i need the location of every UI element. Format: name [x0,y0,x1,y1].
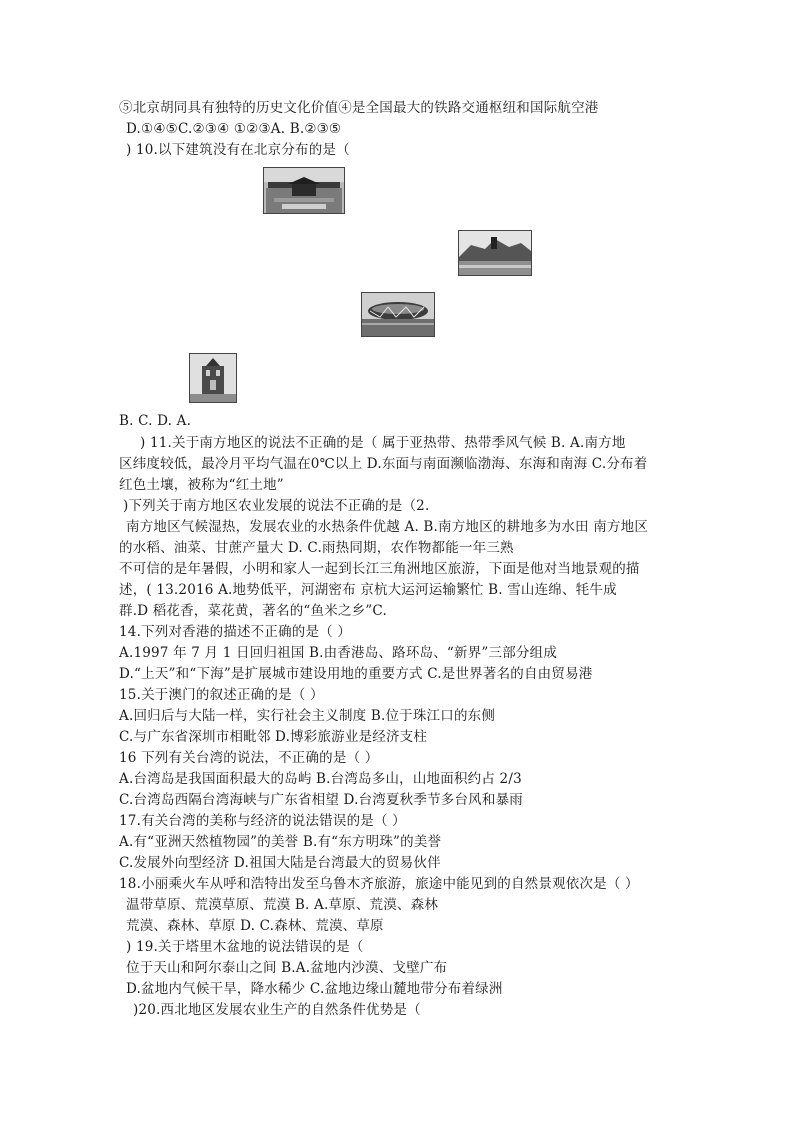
text-line-23: 17.有关台湾的美称与经济的说法错误的是（ ） [119,813,406,829]
text-line-29: ) 19.关于塔里木盆地的说法错误的是（ [126,939,364,955]
text-line-26: 18.小丽乘火车从呼和浩特出发至乌鲁木齐旅游，旅途中能见到的自然景观依次是（ ） [119,876,639,892]
forbidden-city-photo [263,167,345,214]
text-line-21: A.台湾岛是我国面积最大的岛屿 B.台湾岛多山，山地面积约占 2/3 [119,771,522,787]
text-line-31: D.盆地内气候干旱，降水稀少 C.盆地边缘山麓地带分布着绿洲 [126,981,503,997]
text-line-4: B. C. D. A. [119,413,192,429]
text-line-6: 区纬度较低，最冷月平均气温在0℃以上 D.东面与南面濒临渤海、东海和南海 C.分布着 [119,456,648,472]
text-line-7: 红色土壤，被称为“红土地” [119,477,284,493]
text-line-5: ) 11.关于南方地区的说法不正确的是（ 属于亚热带、热带季风气候 B. A.南方地 [140,435,626,451]
text-line-32: )20.西北地区发展农业生产的自然条件优势是（ [133,1002,421,1018]
text-line-12: 述，( 13.2016 A.地势低平，河湖密布 京杭大运河运输繁忙 B. 雪山连绵、牦牛成 [119,582,617,598]
text-line-28: 荒漠、森林、草原 D. C.森林、荒漠、草原 [126,918,384,934]
text-line-11: 不可信的是年暑假，小明和家人一起到长江三角洲地区旅游，下面是他对当地景观的描 [119,561,640,577]
text-line-8: )下列关于南方地区农业发展的说法不正确的是（2. [123,498,430,514]
text-line-16: D.“上天”和“下海”是扩展城市建设用地的重要方式 C.是世界著名的自由贸易港 [119,666,593,682]
text-line-2: D.①④⑤C.②③④ ①②③A. B.②③⑤ [126,121,342,137]
text-line-30: 位于天山和阿尔泰山之间 B.A.盆地内沙漠、戈壁广布 [126,960,448,976]
text-line-25: C.发展外向型经济 D.祖国大陆是台湾最大的贸易伙伴 [119,855,441,871]
text-line-19: C.与广东省深圳市相毗邻 D.博彩旅游业是经济支柱 [119,729,428,745]
text-line-27: 温带草原、荒漠草原、荒漠 B. A.草原、荒漠、森林 [126,897,439,913]
text-line-3: ) 10.以下建筑没有在北京分布的是（ [126,142,350,158]
birds-nest-stadium-photo [361,292,435,337]
ruins-of-st-paul-photo [189,353,237,403]
text-line-24: A.有“亚洲天然植物园”的美誉 B.有“东方明珠”的美誉 [119,834,442,850]
text-line-18: A.回归后与大陆一样，实行社会主义制度 B.位于珠江口的东侧 [119,708,496,724]
text-line-22: C.台湾岛西隔台湾海峡与广东省相望 D.台湾夏秋季节多台风和暴雨 [119,792,523,808]
text-line-17: 15.关于澳门的叙述正确的是（ ） [119,687,324,703]
text-line-14: 14.下列对香港的描述不正确的是（ ） [119,624,352,640]
text-line-1: ⑤北京胡同具有独特的历史文化价值④是全国最大的铁路交通枢纽和国际航空港 [119,100,599,116]
text-line-13: 群.D 稻花香，菜花黄，著名的“鱼米之乡”C. [119,603,387,619]
text-line-15: A.1997 年 7 月 1 日回归祖国 B.由香港岛、路环岛、“新界”三部分组成 [119,645,558,661]
text-line-9: 南方地区气候湿热，发展农业的水热条件优越 A. B.南方地区的耕地多为水田 南方地区 [126,519,649,535]
summer-palace-photo [458,230,532,276]
text-line-20: 16 下列有关台湾的说法，不正确的是（ ） [119,750,379,766]
text-line-10: 的水稻、油菜、甘蔗产量大 D. C.雨热同期，农作物都能一年三熟 [119,540,514,556]
